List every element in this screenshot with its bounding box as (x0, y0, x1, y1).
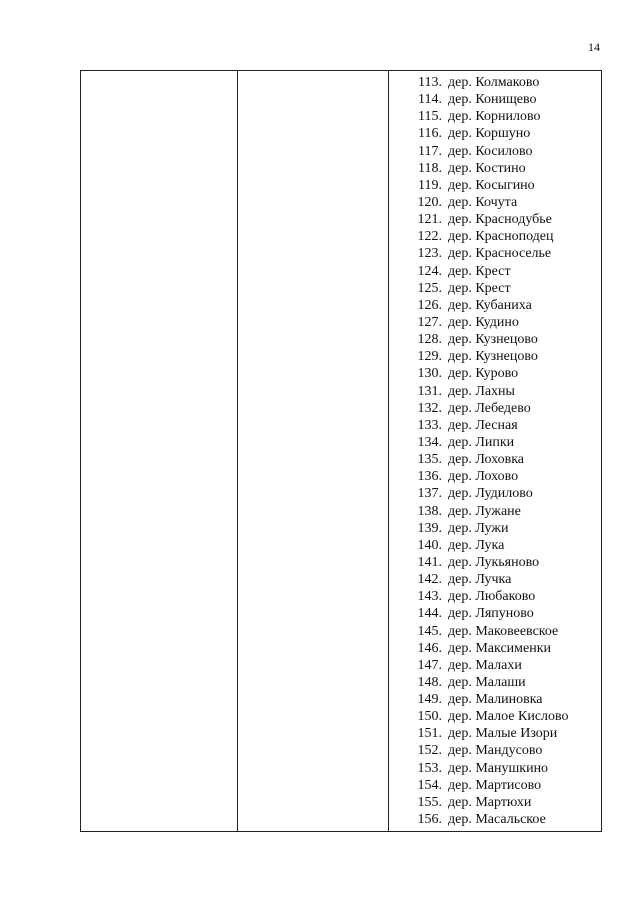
settlement-name: дер. Лука (448, 537, 505, 553)
settlement-row (388, 520, 601, 537)
settlement-number: 136. (417, 469, 442, 485)
settlement-row (388, 537, 601, 554)
settlement-name: дер. Мартисово (448, 777, 542, 793)
settlement-name: дер. Красноподец (448, 229, 554, 245)
settlement-name: дер. Крест (448, 280, 511, 296)
settlement-row (388, 365, 601, 382)
settlement-name: дер. Кудино (448, 314, 519, 330)
settlement-row (388, 383, 601, 400)
settlement-row (388, 777, 601, 794)
settlement-number: 122. (417, 229, 442, 245)
settlement-number: 145. (417, 623, 442, 639)
settlement-number: 116. (418, 126, 442, 142)
settlement-number: 123. (417, 246, 442, 262)
settlement-number: 138. (417, 503, 442, 519)
settlement-number: 135. (417, 452, 442, 468)
settlement-name: дер. Курово (448, 366, 519, 382)
settlement-number: 118. (418, 160, 442, 176)
settlements-table (80, 70, 602, 832)
settlement-name: дер. Лужи (448, 520, 509, 536)
settlement-number: 114. (418, 92, 442, 108)
column-divider (237, 71, 238, 831)
settlement-number: 140. (417, 537, 442, 553)
settlement-row (388, 177, 601, 194)
settlement-list (388, 74, 601, 828)
settlement-name: дер. Ляпуново (448, 606, 534, 622)
settlement-row (388, 571, 601, 588)
settlement-name: дер. Любаково (448, 589, 536, 605)
settlement-row (388, 400, 601, 417)
settlement-row (388, 811, 601, 828)
settlement-name: дер. Лоховка (448, 452, 525, 468)
settlement-row (388, 211, 601, 228)
settlement-name: дер. Кузнецово (448, 332, 538, 348)
settlement-number: 147. (417, 657, 442, 673)
settlement-row (388, 108, 601, 125)
settlement-row (388, 760, 601, 777)
settlement-number: 130. (417, 366, 442, 382)
settlement-number: 151. (417, 726, 442, 742)
settlement-row (388, 708, 601, 725)
settlement-row (388, 742, 601, 759)
settlement-row (388, 640, 601, 657)
settlement-row (388, 657, 601, 674)
settlement-number: 152. (417, 743, 442, 759)
settlement-name: дер. Лукьяново (448, 554, 540, 570)
settlement-number: 134. (417, 434, 442, 450)
settlement-row (388, 74, 601, 91)
settlement-number: 133. (417, 417, 442, 433)
settlement-number: 139. (417, 520, 442, 536)
settlement-row (388, 194, 601, 211)
settlement-row (388, 91, 601, 108)
settlement-number: 124. (417, 263, 442, 279)
settlement-name: дер. Костино (448, 160, 526, 176)
settlement-number: 137. (417, 486, 442, 502)
settlement-row (388, 297, 601, 314)
settlement-name: дер. Косилово (448, 143, 533, 159)
settlement-number: 144. (417, 606, 442, 622)
settlement-row (388, 674, 601, 691)
settlement-row (388, 623, 601, 640)
settlement-name: дер. Малахи (448, 657, 522, 673)
settlement-number: 119. (418, 177, 442, 193)
settlement-name: дер. Кузнецово (448, 349, 538, 365)
settlement-name: дер. Лохово (448, 469, 519, 485)
settlement-number: 131. (417, 383, 442, 399)
settlement-name: дер. Мандусово (448, 743, 543, 759)
settlement-row (388, 794, 601, 811)
settlement-number: 148. (417, 674, 442, 690)
settlement-row (388, 725, 601, 742)
settlement-number: 117. (418, 143, 442, 159)
settlement-number: 149. (417, 692, 442, 708)
settlement-row (388, 503, 601, 520)
settlement-number: 155. (417, 794, 442, 810)
settlement-name: дер. Коршуно (448, 126, 531, 142)
settlement-number: 154. (417, 777, 442, 793)
settlement-row (388, 451, 601, 468)
settlement-name: дер. Липки (448, 434, 515, 450)
settlement-name: дер. Мартюхи (448, 794, 532, 810)
settlement-row (388, 348, 601, 365)
settlement-name: дер. Максименки (448, 640, 552, 656)
settlement-row (388, 588, 601, 605)
settlement-row (388, 228, 601, 245)
settlement-name: дер. Лучка (448, 572, 512, 588)
settlement-name: дер. Лахны (448, 383, 515, 399)
settlement-name: дер. Краснодубье (448, 212, 552, 228)
settlement-row (388, 263, 601, 280)
settlement-name: дер. Манушкино (448, 760, 549, 776)
settlement-row (388, 143, 601, 160)
settlement-number: 153. (417, 760, 442, 776)
settlement-number: 150. (417, 709, 442, 725)
settlement-name: дер. Косыгино (448, 177, 535, 193)
settlement-number: 143. (417, 589, 442, 605)
settlement-row (388, 417, 601, 434)
settlement-number: 120. (417, 194, 442, 210)
settlement-name: дер. Колмаково (448, 75, 540, 90)
settlement-name: дер. Маковеевское (448, 623, 559, 639)
settlement-name: дер. Лудилово (448, 486, 533, 502)
settlement-row (388, 485, 601, 502)
settlement-number: 156. (417, 812, 442, 828)
settlement-name: дер. Лужане (448, 503, 521, 519)
page-number: 14 (588, 40, 600, 54)
settlement-number: 128. (417, 332, 442, 348)
settlement-row (388, 691, 601, 708)
settlement-row (388, 434, 601, 451)
settlement-number: 142. (417, 572, 442, 588)
settlement-name: дер. Крест (448, 263, 511, 279)
settlement-name: дер. Лебедево (448, 400, 531, 416)
settlement-number: 127. (417, 314, 442, 330)
settlement-number: 146. (417, 640, 442, 656)
settlement-name: дер. Малаши (448, 674, 526, 690)
settlement-number: 129. (417, 349, 442, 365)
settlement-row (388, 125, 601, 142)
settlement-name: дер. Кубаниха (448, 297, 532, 313)
settlement-name: дер. Корнилово (448, 109, 541, 125)
settlement-number: 126. (417, 297, 442, 313)
settlement-row (388, 554, 601, 571)
settlement-row (388, 468, 601, 485)
settlement-name: дер. Малые Изори (448, 726, 558, 742)
settlement-row (388, 245, 601, 262)
settlement-row (388, 331, 601, 348)
settlement-number: 141. (417, 554, 442, 570)
settlement-name: дер. Малое Кислово (448, 709, 569, 725)
settlement-number: 125. (417, 280, 442, 296)
settlement-name: дер. Кочута (448, 194, 518, 210)
settlement-name: дер. Масальское (448, 812, 546, 828)
settlement-row (388, 280, 601, 297)
settlement-name: дер. Малиновка (448, 692, 543, 708)
settlement-name: дер. Лесная (448, 417, 518, 433)
settlement-row (388, 314, 601, 331)
settlement-number: 115. (418, 109, 442, 125)
settlement-number: 132. (417, 400, 442, 416)
settlement-name: дер. Красноселье (448, 246, 552, 262)
settlement-row (388, 160, 601, 177)
settlement-row (388, 605, 601, 622)
settlement-number: 121. (417, 212, 442, 228)
settlement-number: 113. (418, 75, 442, 90)
settlement-name: дер. Конищево (448, 92, 537, 108)
